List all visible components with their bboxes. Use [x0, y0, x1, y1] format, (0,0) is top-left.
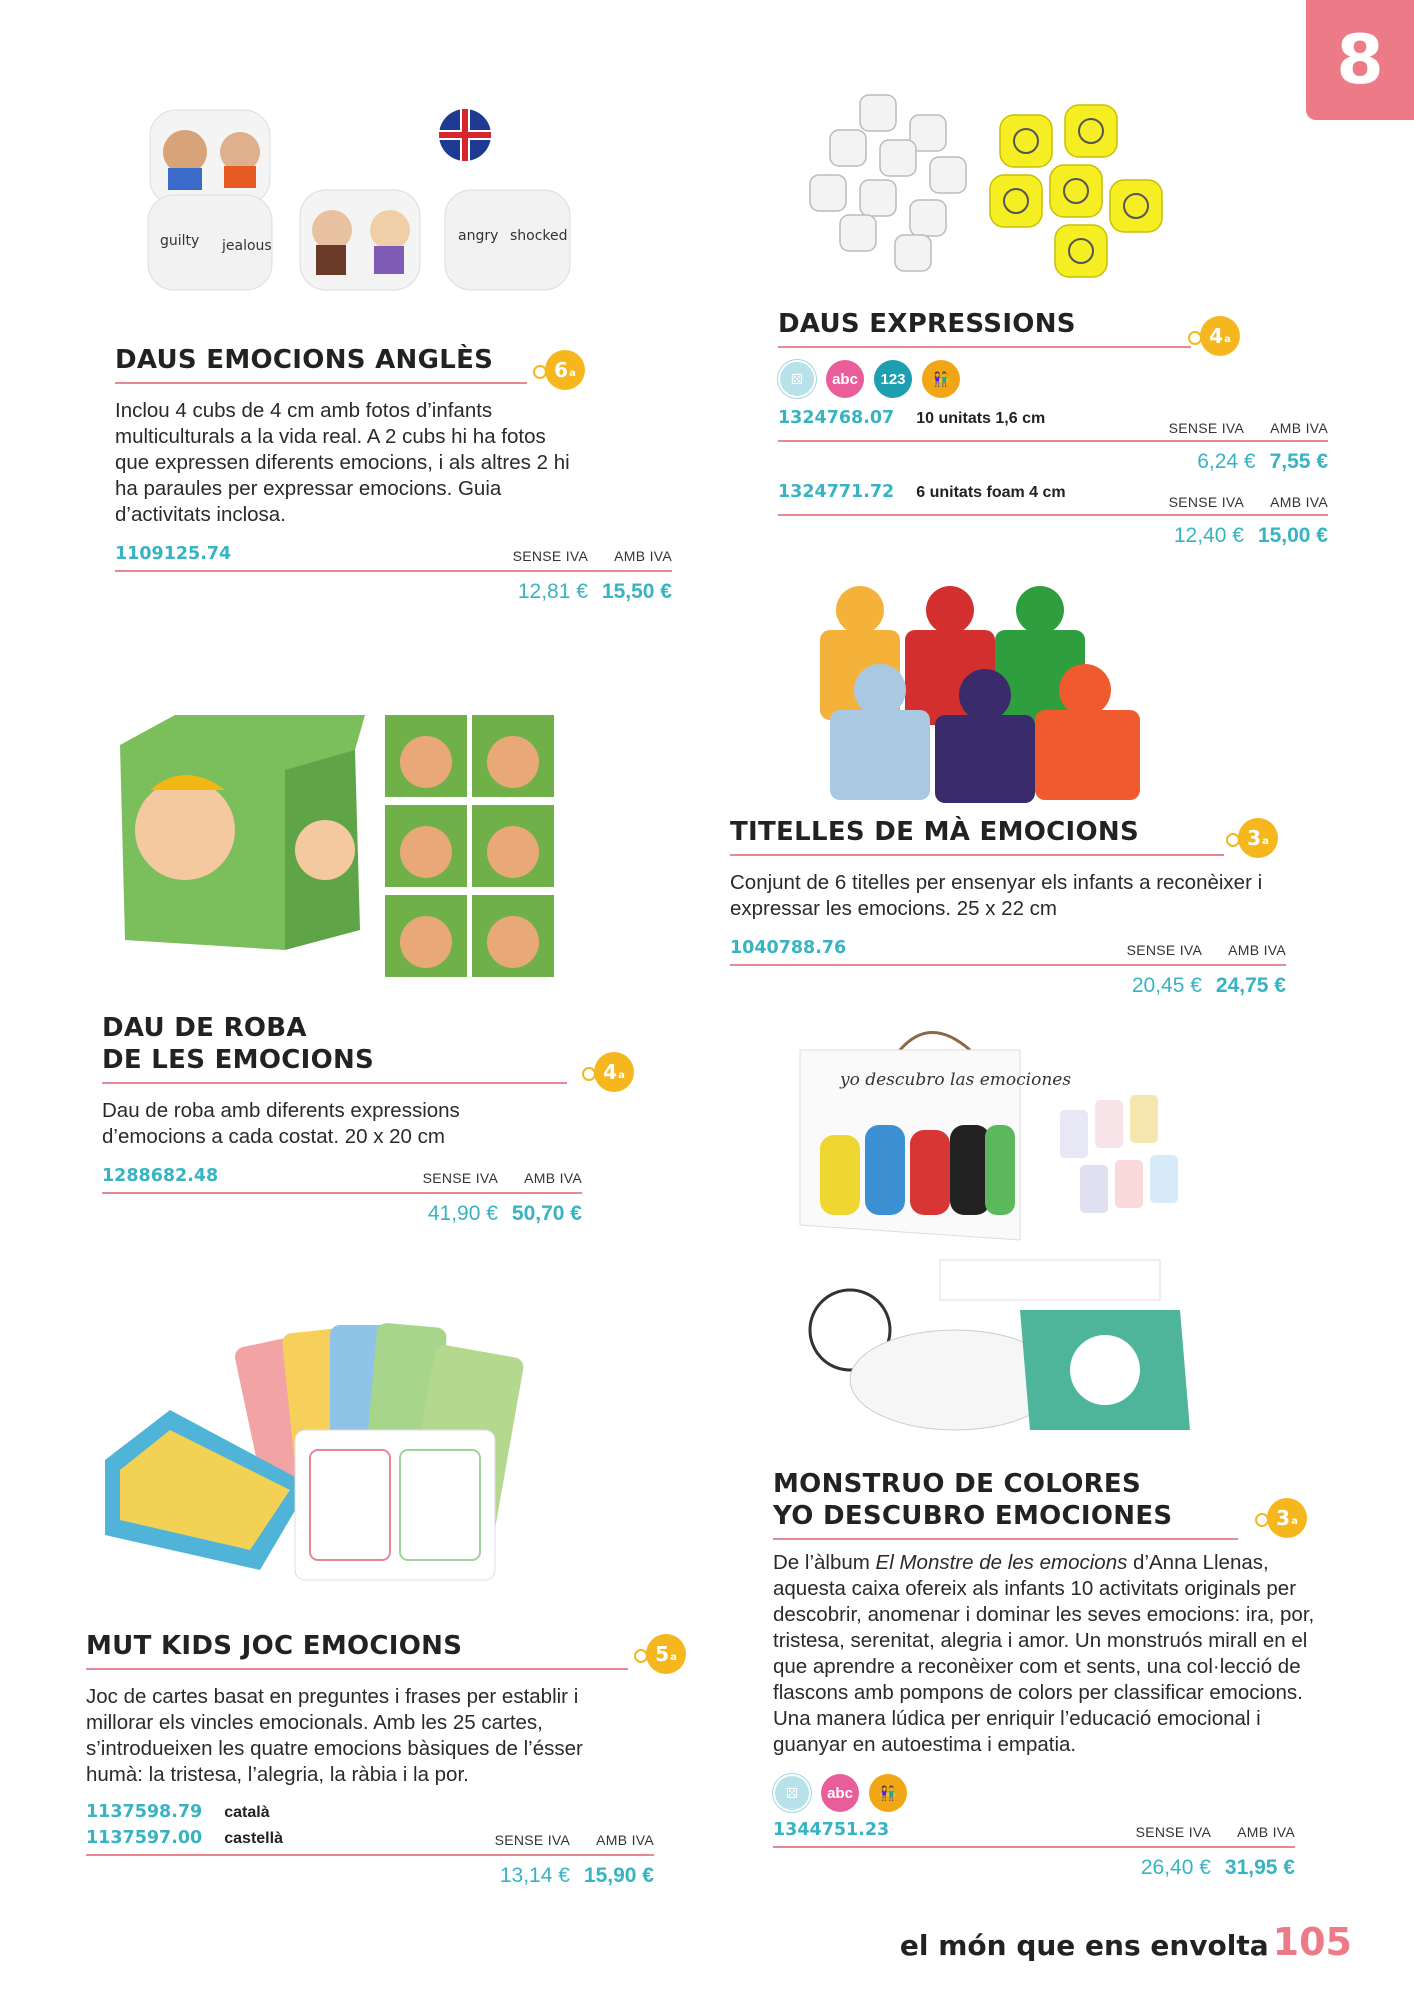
variant-row [778, 482, 1328, 510]
price-net: 41,90 € [427, 1202, 498, 1225]
variant-row [778, 408, 1328, 436]
age-badge: 4 a [1200, 316, 1240, 356]
price-gross: 7,55 € [1269, 450, 1328, 473]
age-badge: 4 a [594, 1052, 634, 1092]
title-divider [102, 1082, 567, 1084]
dice-icon: ⚄ [778, 360, 816, 398]
product-ref: 1324768.07 [778, 408, 895, 428]
variant-row [86, 1802, 654, 1822]
box-title: yo descubro las emociones [840, 1070, 1072, 1090]
price-net: 26,40 € [1140, 1856, 1211, 1879]
product-title: DAUS EMOCIONS ANGLÈS [115, 345, 494, 375]
product-title-line1: DAU DE ROBA [102, 1013, 307, 1043]
price-net: 13,14 € [499, 1864, 570, 1887]
price-divider [773, 1846, 1295, 1848]
product-description: Dau de roba amb diferents expressions d’emocions a cada costat. 20 x 20 cm [102, 1099, 460, 1148]
product-title-line2: DE LES EMOCIONS [102, 1045, 375, 1075]
price-gross: 31,95 € [1224, 1856, 1295, 1879]
title-divider [773, 1538, 1238, 1540]
product-title: MUT KIDS JOC EMOCIONS [86, 1631, 463, 1661]
price-net: 20,45 € [1131, 974, 1202, 997]
chapter-number: 8 [1336, 20, 1384, 100]
dice-word: shocked [510, 228, 568, 244]
price-divider [115, 570, 672, 572]
feature-icons [773, 1774, 1333, 1812]
title-divider [778, 346, 1191, 348]
product-title-line2: YO DESCUBRO EMOCIONES [773, 1501, 1173, 1531]
price-gross: 15,50 € [601, 580, 672, 603]
price-row [778, 524, 1328, 548]
footer-slogan: el món que ens envolta [899, 1929, 1269, 1962]
product-description: De l’àlbum El Monstre de les emocions d’Anna Llenas, aquesta caixa ofereix als infants 10 activitats originals per descobrir, anomenar i dominar les seves emocions: ira, por, tristesa, serenitat, alegria i amor. Un monstruós mirall en el que aprendre a reconèixer com et sents, una col·lecció de flascons amb pompons de colors per classificar emocions. Una manera lúdica per enriquir l’educació emocional i guanyar en autoestima i empatia. [773, 1551, 1315, 1756]
price-net: 12,40 € [1173, 524, 1244, 547]
price-labels: SENSE IVA AMB IVA [512, 548, 672, 564]
price-net: 6,24 € [1197, 450, 1256, 473]
product-mut-kids [86, 1630, 686, 1888]
fabric-dice-image [115, 710, 565, 990]
page-footer [900, 1920, 1352, 1964]
price-row [773, 1856, 1295, 1880]
variant-label: català [224, 1804, 270, 1821]
feature-icons [778, 360, 1338, 398]
product-description: Inclou 4 cubs de 4 cm amb fotos d’infants multiculturals a la vida real. A 2 cubs hi ha fotos que expressen diferents emocions, i als altres 2 hi ha paraules per expressar emocions. Guia d’activitats inclosa. [115, 399, 570, 526]
age-badge: 3 a [1267, 1498, 1307, 1538]
chapter-tab [1306, 0, 1414, 120]
page-number: 105 [1272, 1920, 1352, 1964]
price-divider [778, 440, 1328, 442]
product-ref: 1137597.00 [86, 1828, 203, 1848]
product-ref: 1288682.48 [102, 1166, 219, 1186]
price-row [778, 450, 1328, 474]
product-description: Conjunt de 6 titelles per ensenyar els infants a reconèixer i expressar les emocions. 25 x 22 cm [730, 871, 1263, 920]
price-divider [778, 514, 1328, 516]
abc-icon: abc [821, 1774, 859, 1812]
price-labels: SENSE IVA AMB IVA [422, 1170, 582, 1186]
price-labels: SENSE IVA AMB IVA [1126, 942, 1286, 958]
price-gross: 15,00 € [1257, 524, 1328, 547]
color-monster-image [780, 1010, 1210, 1445]
numbers-icon: 123 [874, 360, 912, 398]
product-fabric-dice [102, 1012, 662, 1226]
product-ref: 1109125.74 [115, 544, 232, 564]
variant-row [86, 1828, 654, 1848]
price-gross: 15,90 € [583, 1864, 654, 1887]
age-badge: 3 a [1238, 818, 1278, 858]
product-color-monster [773, 1468, 1333, 1880]
title-divider [115, 382, 527, 384]
age-badge: 6 a [545, 350, 585, 390]
variant-label: 10 unitats 1,6 cm [916, 410, 1046, 427]
product-expression-dice [778, 308, 1338, 548]
product-hand-puppets [730, 816, 1290, 998]
price-divider [102, 1192, 582, 1194]
price-row [102, 1202, 582, 1226]
dice-word: angry [458, 228, 499, 244]
price-row [86, 1864, 654, 1888]
title-divider [86, 1668, 628, 1670]
hand-puppets-image [800, 580, 1160, 805]
dice-english-image [140, 90, 580, 300]
product-dice-english [115, 344, 675, 604]
product-ref: 1137598.79 [86, 1802, 203, 1822]
price-labels: SENSE IVA AMB IVA [494, 1832, 654, 1848]
price-gross: 50,70 € [511, 1202, 582, 1225]
price-divider [86, 1854, 654, 1856]
dice-word: jealous [222, 238, 272, 254]
kids-icon: 👫 [922, 360, 960, 398]
price-labels: SENSE IVA AMB IVA [1135, 1824, 1295, 1840]
price-divider [730, 964, 1286, 966]
abc-icon: abc [826, 360, 864, 398]
price-labels: SENSE IVA AMB IVA [1168, 494, 1328, 510]
price-row [730, 974, 1286, 998]
price-row [115, 580, 672, 604]
title-divider [730, 854, 1224, 856]
product-ref: 1344751.23 [773, 1820, 890, 1840]
card-game-image [100, 1310, 580, 1590]
age-badge: 5 a [646, 1634, 686, 1674]
price-labels: SENSE IVA AMB IVA [1168, 420, 1328, 436]
product-title: DAUS EXPRESSIONS [778, 309, 1076, 339]
variant-label: castellà [224, 1830, 283, 1847]
product-title-line1: MONSTRUO DE COLORES [773, 1469, 1142, 1499]
uk-flag-icon [439, 109, 491, 161]
price-gross: 24,75 € [1215, 974, 1286, 997]
price-net: 12,81 € [517, 580, 588, 603]
expression-dice-image [800, 85, 1200, 285]
kids-icon: 👫 [869, 1774, 907, 1812]
product-title: TITELLES DE MÀ EMOCIONS [730, 817, 1139, 847]
dice-icon: ⚄ [773, 1774, 811, 1812]
variant-label: 6 unitats foam 4 cm [916, 484, 1066, 501]
product-ref: 1040788.76 [730, 938, 847, 958]
product-ref: 1324771.72 [778, 482, 895, 502]
product-description: Joc de cartes basat en preguntes i frases per establir i millorar els vincles emocionals. Amb les 25 cartes, s’introdueixen les quatre emocions bàsiques de l’ésser humà: la tristesa, l’alegria, la ràbia i la por. [86, 1685, 583, 1786]
dice-word: guilty [160, 233, 200, 249]
